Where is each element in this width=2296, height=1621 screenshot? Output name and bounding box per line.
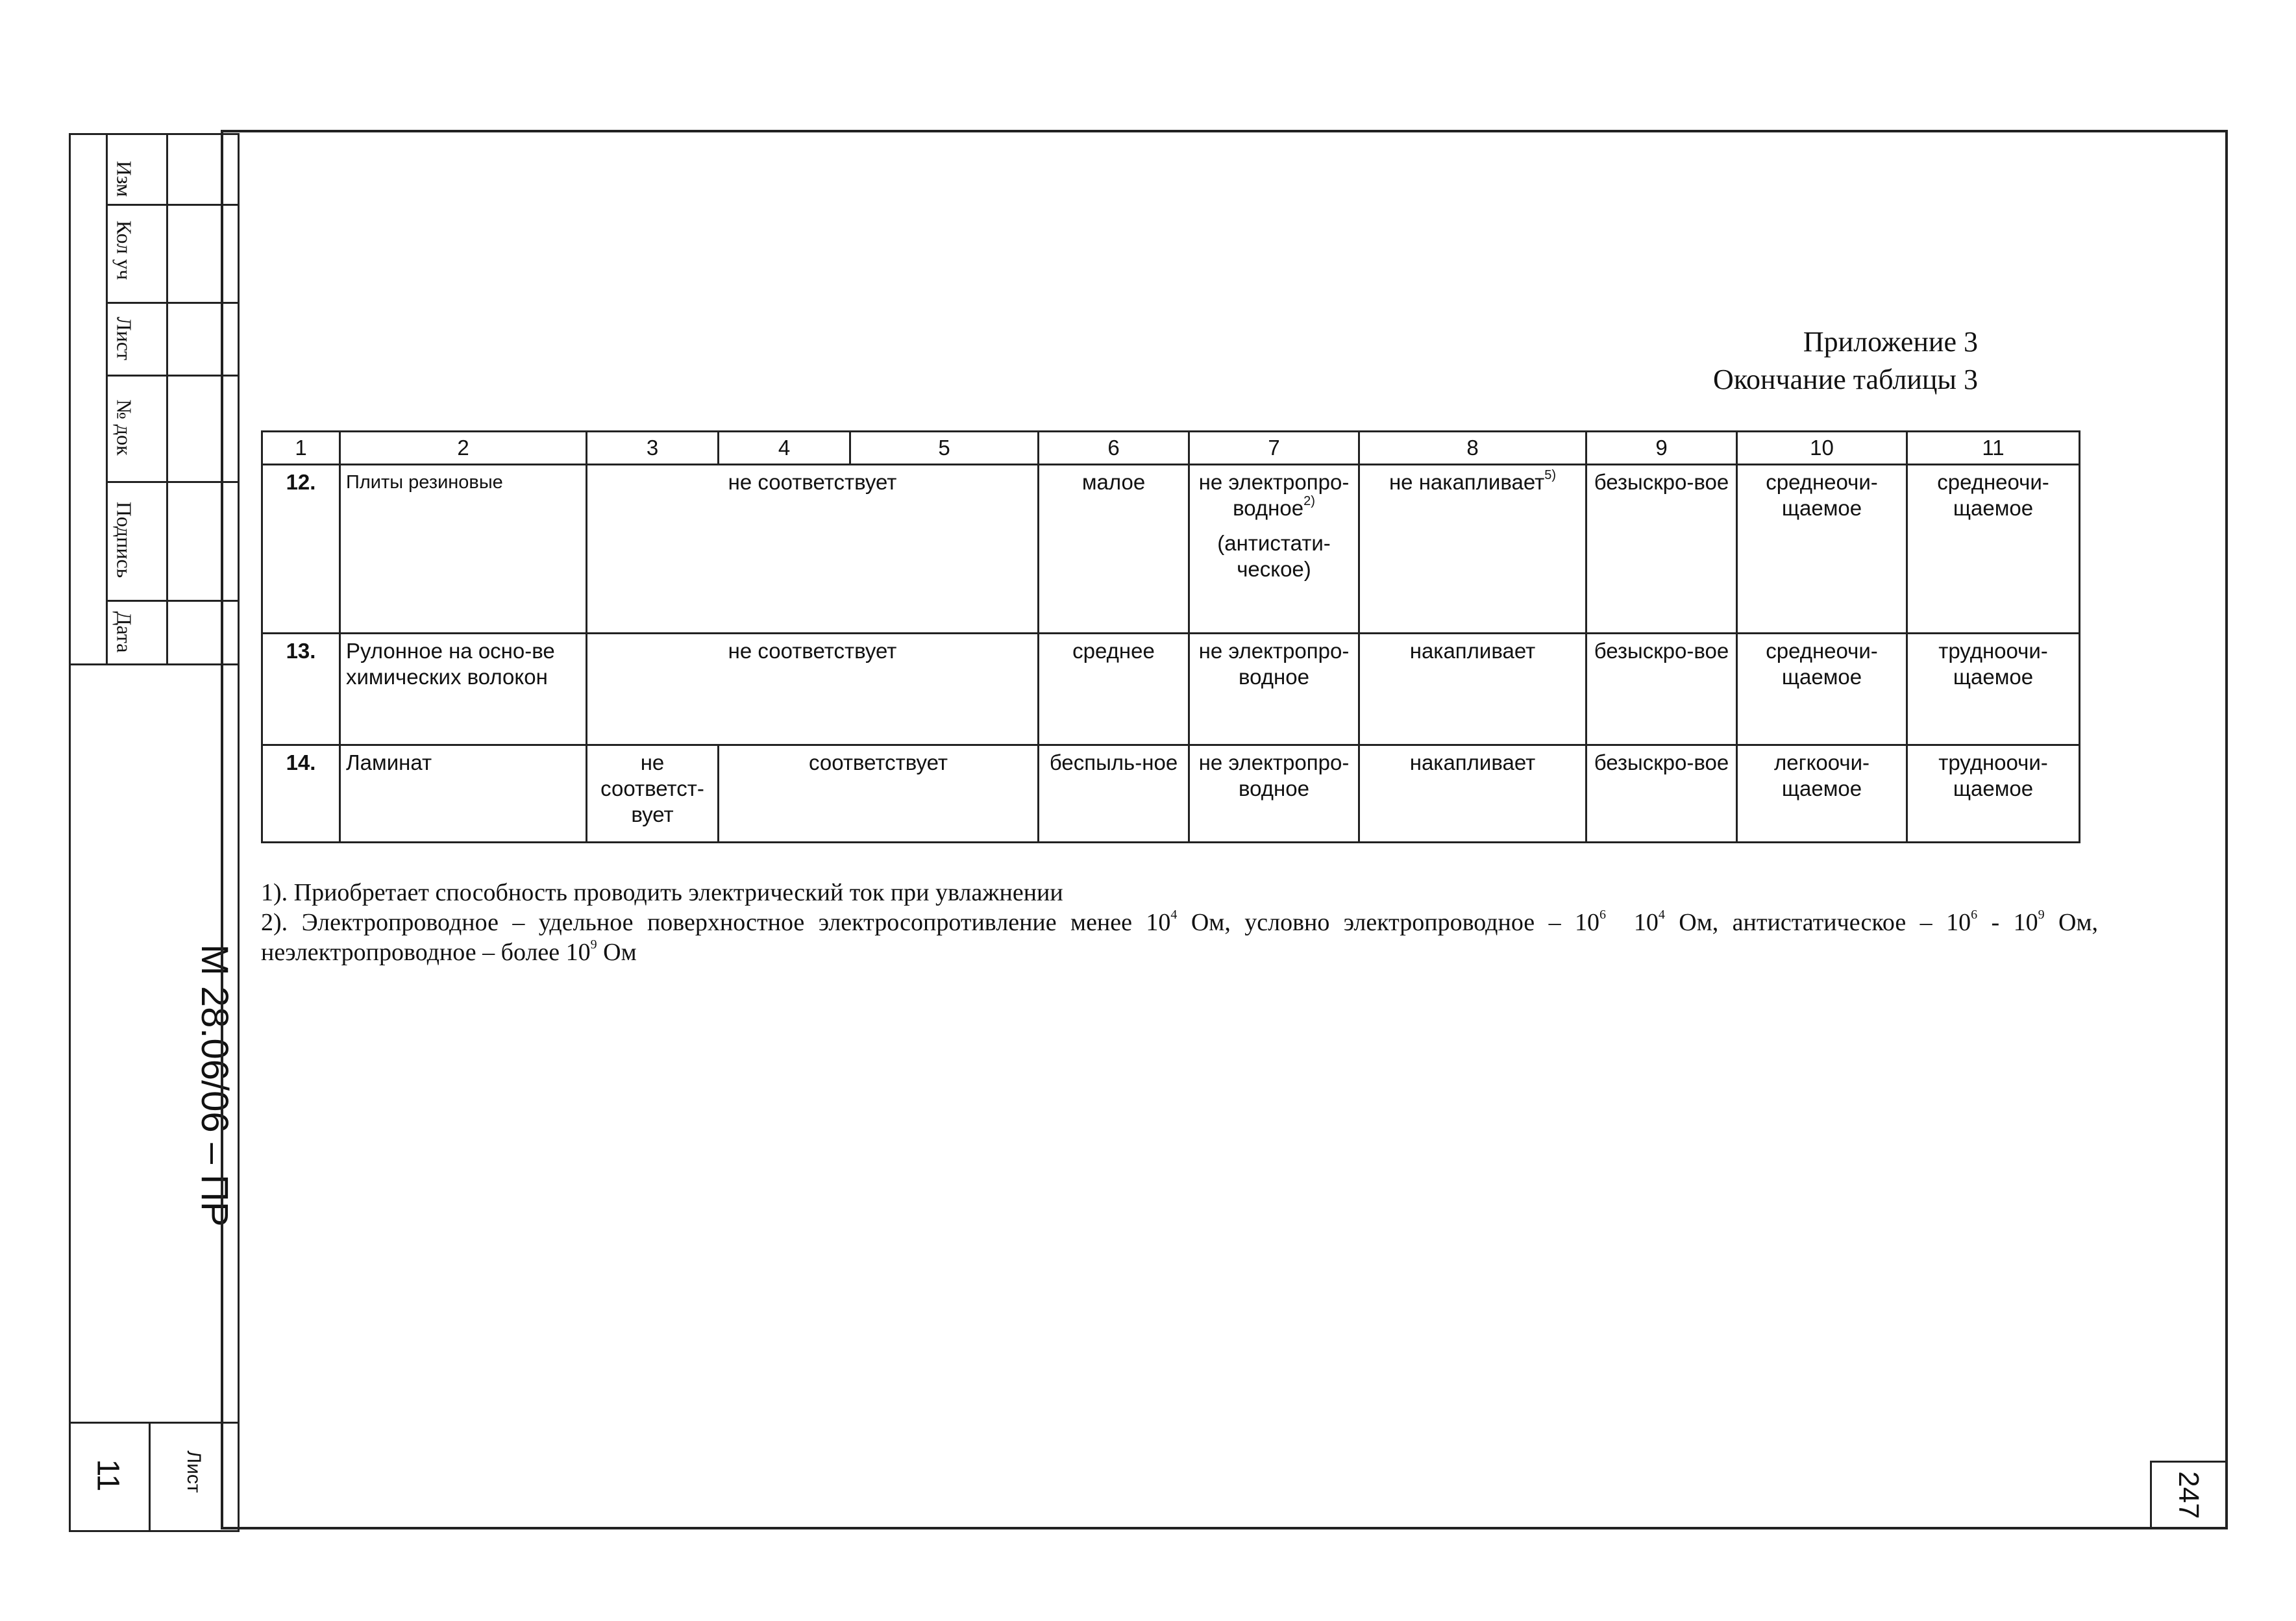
stamp-label-date: Дата xyxy=(112,611,136,653)
exponent: 6 xyxy=(1599,908,1607,922)
footnotes xyxy=(261,878,2098,967)
page-number: 247 xyxy=(2173,1471,2204,1519)
cell-cleaning-b: трудноочи-щаемое xyxy=(1907,634,2080,745)
table-row xyxy=(262,465,2080,634)
cell-spark: безыскро-вое xyxy=(1586,634,1737,745)
properties-table xyxy=(261,430,2080,843)
cell-conductivity: не электропро-водное xyxy=(1189,745,1359,843)
material-name: Ламинат xyxy=(340,745,587,843)
header-cell: 3 xyxy=(587,432,719,465)
header-cell: 7 xyxy=(1189,432,1359,465)
header-cell: 5 xyxy=(850,432,1039,465)
header-cell: 10 xyxy=(1737,432,1907,465)
cell-static xyxy=(1359,465,1586,634)
cell-static: накапливает xyxy=(1359,634,1586,745)
cell-dust: малое xyxy=(1039,465,1189,634)
table-row xyxy=(262,745,2080,843)
footnote-2-text: Ом, условно электропроводное – 10 xyxy=(1177,909,1600,936)
footnote-2-text: Ом, антистатическое – 10 xyxy=(1664,909,1971,936)
cell-cleaning-a: легкоочи-щаемое xyxy=(1737,745,1907,843)
cell-conductivity xyxy=(1189,465,1359,634)
cell-cleaning-a: среднеочи-щаемое xyxy=(1737,634,1907,745)
sheet-number: 11 xyxy=(90,1459,125,1492)
cell-compliance-45: соответствует xyxy=(719,745,1039,843)
header-cell: 9 xyxy=(1586,432,1737,465)
footnote-mark: 2) xyxy=(1303,494,1315,508)
table-header-row xyxy=(262,432,2080,465)
cell-conductivity: не электропро-водное xyxy=(1189,634,1359,745)
cell-cleaning-a: среднеочи-щаемое xyxy=(1737,465,1907,634)
material-name: Плиты резиновые xyxy=(340,465,587,634)
conductivity-text: не электропро-водное xyxy=(1198,470,1350,520)
footnote-mark: 5) xyxy=(1544,468,1557,482)
left-stamp-strip xyxy=(69,133,239,1532)
static-text: не накапливает xyxy=(1389,470,1545,494)
material-name: Рулонное на осно-ве химических волокон xyxy=(340,634,587,745)
footnote-2-text: 10 xyxy=(1606,909,1659,936)
stamp-label-list: Лист xyxy=(112,316,136,360)
exponent: 4 xyxy=(1170,908,1178,922)
footnote-2-text: 2). Электропроводное – удельное поверхностное электросопротивление менее 10 xyxy=(261,909,1171,936)
table-continuation-title: Окончание таблицы 3 xyxy=(1713,364,1978,395)
row-number: 14. xyxy=(262,745,340,843)
stamp-column-outer xyxy=(69,133,108,665)
cell-compliance: не соответствует xyxy=(587,634,1039,745)
footnote-2 xyxy=(261,908,2098,967)
cell-compliance-3: не соответст-вует xyxy=(587,745,719,843)
cell-cleaning-b: среднеочи-щаемое xyxy=(1907,465,2080,634)
header-cell: 6 xyxy=(1039,432,1189,465)
appendix-heading xyxy=(1713,323,1978,399)
header-cell: 11 xyxy=(1907,432,2080,465)
exponent: 6 xyxy=(1971,908,1978,922)
cell-spark: безыскро-вое xyxy=(1586,465,1737,634)
exponent: 9 xyxy=(2038,908,2045,922)
cell-dust: беспыль-ное xyxy=(1039,745,1189,843)
footnote-2-text: Ом, неэлектропроводное – более 10 xyxy=(261,909,2098,966)
cell-dust: среднее xyxy=(1039,634,1189,745)
appendix-title: Приложение 3 xyxy=(1803,326,1978,358)
stamp-label-izm: Изм xyxy=(112,160,136,197)
footnote-1: 1). Приобретает способность проводить электрический ток при увлажнении xyxy=(261,879,1063,906)
row-number: 12. xyxy=(262,465,340,634)
stamp-label-signature: Подпись xyxy=(112,501,136,578)
header-cell: 4 xyxy=(719,432,850,465)
exponent: 9 xyxy=(590,937,597,952)
conductivity-extra: (антистати-ческое) xyxy=(1217,531,1331,581)
cell-static: накапливает xyxy=(1359,745,1586,843)
document-code: М 28.06/06 – ПР xyxy=(193,944,236,1227)
header-cell: 2 xyxy=(340,432,587,465)
footnote-2-text: Ом xyxy=(597,939,637,966)
cell-spark: безыскро-вое xyxy=(1586,745,1737,843)
header-cell: 1 xyxy=(262,432,340,465)
exponent: 4 xyxy=(1658,908,1665,922)
footnote-2-text: - 10 xyxy=(1977,909,2038,936)
cell-compliance: не соответствует xyxy=(587,465,1039,634)
stamp-label-doc-num: № док xyxy=(112,399,136,456)
stamp-label-kol-uch: Кол уч xyxy=(112,220,136,280)
sheet-label: Лист xyxy=(183,1450,204,1493)
table-row xyxy=(262,634,2080,745)
cell-cleaning-b: трудноочи-щаемое xyxy=(1907,745,2080,843)
header-cell: 8 xyxy=(1359,432,1586,465)
row-number: 13. xyxy=(262,634,340,745)
